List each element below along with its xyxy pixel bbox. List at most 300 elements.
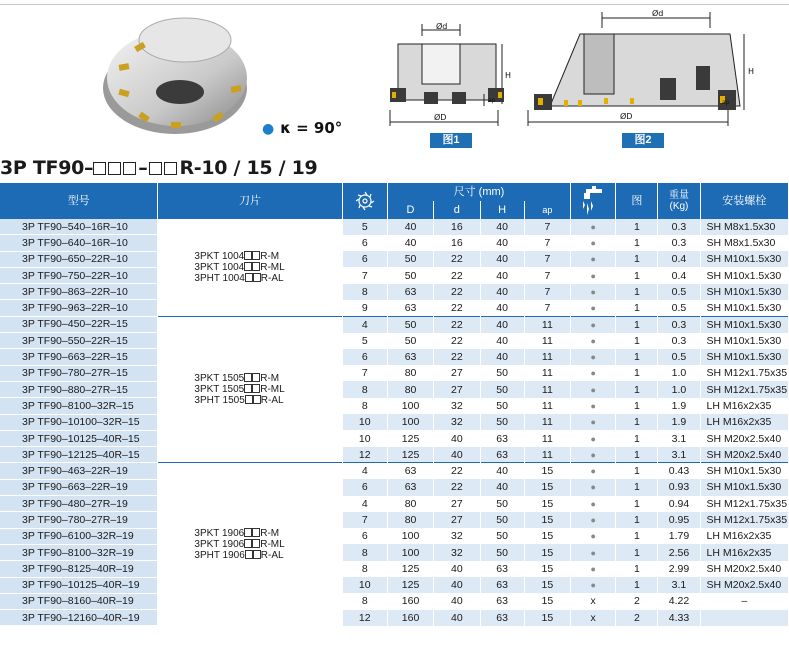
cell-screw: SH M20x2.5x40 — [700, 577, 789, 593]
model-cell: 3P TF90–450–22R–15 — [0, 316, 158, 332]
cell-d: 40 — [434, 593, 480, 609]
cell-z: 5 — [342, 219, 387, 235]
cell-cool: ● — [571, 349, 616, 365]
insert-grade: 3PKT 1906 R-M — [194, 528, 280, 540]
cell-H: 50 — [480, 496, 524, 512]
cell-D: 125 — [387, 430, 433, 446]
insert-cell — [158, 219, 342, 316]
cell-d: 27 — [434, 365, 480, 381]
cell-d: 22 — [434, 349, 480, 365]
cell-screw: SH M8x1.5x30 — [700, 219, 789, 235]
insert-grade: 3PKT 1505 R-ML — [194, 384, 285, 396]
cell-H: 40 — [480, 479, 524, 495]
dim-od: Ød — [436, 22, 448, 31]
cell-D: 63 — [387, 284, 433, 300]
cell-kg: 1.79 — [658, 528, 700, 544]
cell-fig: 1 — [616, 333, 658, 349]
cell-cool: ● — [571, 447, 616, 463]
model-cell: 3P TF90–463–22R–19 — [0, 463, 158, 479]
col-figure: 图 — [616, 183, 658, 219]
cell-fig: 1 — [616, 316, 658, 332]
cell-ap: 15 — [524, 577, 570, 593]
cell-kg: 0.3 — [658, 316, 700, 332]
cell-D: 100 — [387, 544, 433, 560]
cell-ap: 7 — [524, 251, 570, 267]
cell-cool: ● — [571, 398, 616, 414]
col-model: 型号 — [0, 183, 158, 219]
cell-z: 7 — [342, 267, 387, 283]
cell-d: 40 — [434, 430, 480, 446]
cell-ap: 11 — [524, 414, 570, 430]
table-row — [0, 333, 789, 349]
cell-z: 12 — [342, 610, 387, 626]
table-row — [0, 267, 789, 283]
cell-ap: 11 — [524, 381, 570, 397]
cell-screw: SH M10x1.5x30 — [700, 349, 789, 365]
cell-screw: SH M12x1.75x35 — [700, 365, 789, 381]
dim-oD: ØD — [434, 113, 447, 122]
model-cell: 3P TF90–540–16R–10 — [0, 219, 158, 235]
page-title: 3P TF90– – R-10 / 15 / 19 — [0, 157, 318, 179]
cell-cool: ● — [571, 512, 616, 528]
dim-ap: ap — [488, 97, 496, 104]
cell-fig: 1 — [616, 463, 658, 479]
cell-d: 22 — [434, 284, 480, 300]
table-row — [0, 284, 789, 300]
cell-z: 6 — [342, 349, 387, 365]
cell-ap: 11 — [524, 398, 570, 414]
model-cell: 3P TF90–480–27R–19 — [0, 496, 158, 512]
cell-H: 40 — [480, 219, 524, 235]
cell-H: 50 — [480, 398, 524, 414]
table-body — [0, 219, 789, 626]
model-cell: 3P TF90–780–27R–15 — [0, 365, 158, 381]
cell-z: 10 — [342, 430, 387, 446]
cell-screw: SH M12x1.75x35 — [700, 381, 789, 397]
cell-D: 50 — [387, 316, 433, 332]
cell-d: 40 — [434, 561, 480, 577]
cell-d: 22 — [434, 267, 480, 283]
cell-H: 50 — [480, 365, 524, 381]
cell-fig: 1 — [616, 365, 658, 381]
cell-H: 50 — [480, 414, 524, 430]
cell-cool: ● — [571, 235, 616, 251]
cell-z: 5 — [342, 333, 387, 349]
cell-d: 22 — [434, 333, 480, 349]
cell-H: 40 — [480, 349, 524, 365]
cell-H: 40 — [480, 235, 524, 251]
dim-h: H — [505, 71, 512, 80]
cell-H: 40 — [480, 284, 524, 300]
model-cell: 3P TF90–10125–40R–15 — [0, 430, 158, 446]
col-ap: ap — [524, 201, 570, 219]
cell-ap: 15 — [524, 610, 570, 626]
cell-kg: 3.1 — [658, 430, 700, 446]
cell-H: 50 — [480, 544, 524, 560]
model-cell: 3P TF90–8100–32R–19 — [0, 544, 158, 560]
cell-screw: – — [700, 593, 789, 609]
cell-H: 40 — [480, 267, 524, 283]
cell-d: 40 — [434, 610, 480, 626]
cell-kg: 0.5 — [658, 300, 700, 316]
cell-fig: 1 — [616, 219, 658, 235]
cell-fig: 1 — [616, 414, 658, 430]
model-cell: 3P TF90–963–22R–10 — [0, 300, 158, 316]
insert-grade: 3PKT 1505 R-M — [194, 373, 280, 385]
cell-d: 22 — [434, 479, 480, 495]
cell-H: 63 — [480, 447, 524, 463]
cell-fig: 1 — [616, 544, 658, 560]
cell-d: 32 — [434, 528, 480, 544]
model-cell: 3P TF90–750–22R–10 — [0, 267, 158, 283]
cell-D: 125 — [387, 577, 433, 593]
cell-D: 80 — [387, 365, 433, 381]
cell-ap: 7 — [524, 284, 570, 300]
top-rule — [0, 4, 789, 5]
cell-fig: 1 — [616, 577, 658, 593]
cell-cool: x — [571, 610, 616, 626]
cell-z: 4 — [342, 316, 387, 332]
table-row — [0, 463, 789, 479]
cell-ap: 11 — [524, 447, 570, 463]
table-row — [0, 235, 789, 251]
cell-screw: SH M12x1.75x35 — [700, 496, 789, 512]
cell-z: 6 — [342, 235, 387, 251]
cell-fig: 1 — [616, 496, 658, 512]
model-cell: 3P TF90–8160–40R–19 — [0, 593, 158, 609]
cell-fig: 1 — [616, 267, 658, 283]
dim-h-2: H — [748, 67, 755, 76]
model-cell: 3P TF90–6100–32R–19 — [0, 528, 158, 544]
table-row — [0, 398, 789, 414]
cell-cool: ● — [571, 544, 616, 560]
cell-ap: 11 — [524, 365, 570, 381]
cell-screw: SH M10x1.5x30 — [700, 300, 789, 316]
cell-ap: 15 — [524, 496, 570, 512]
table-row — [0, 610, 789, 626]
cell-fig: 1 — [616, 251, 658, 267]
cell-H: 63 — [480, 610, 524, 626]
cell-d: 40 — [434, 577, 480, 593]
cell-fig: 1 — [616, 528, 658, 544]
cell-cool: ● — [571, 528, 616, 544]
cell-cool: x — [571, 593, 616, 609]
col-size-group: 尺寸 (mm) — [387, 183, 570, 201]
cell-D: 80 — [387, 512, 433, 528]
table-row — [0, 251, 789, 267]
cell-d: 32 — [434, 398, 480, 414]
cell-D: 63 — [387, 349, 433, 365]
model-cell: 3P TF90–550–22R–15 — [0, 333, 158, 349]
model-cell: 3P TF90–10100–32R–15 — [0, 414, 158, 430]
cell-screw — [700, 610, 789, 626]
cell-H: 63 — [480, 577, 524, 593]
cell-ap: 11 — [524, 430, 570, 446]
cell-cool: ● — [571, 333, 616, 349]
cell-screw: SH M10x1.5x30 — [700, 479, 789, 495]
cell-H: 50 — [480, 512, 524, 528]
cell-ap: 7 — [524, 267, 570, 283]
cell-ap: 7 — [524, 219, 570, 235]
cell-kg: 1.0 — [658, 381, 700, 397]
cell-kg: 0.3 — [658, 333, 700, 349]
table-row — [0, 479, 789, 495]
cell-d: 40 — [434, 447, 480, 463]
table-header — [0, 183, 789, 219]
cell-fig: 1 — [616, 512, 658, 528]
model-cell: 3P TF90–640–16R–10 — [0, 235, 158, 251]
cell-z: 8 — [342, 284, 387, 300]
cell-cool: ● — [571, 463, 616, 479]
table-row — [0, 544, 789, 560]
kappa-label: ● κ = 90° — [262, 119, 343, 137]
cell-screw: SH M8x1.5x30 — [700, 235, 789, 251]
cell-kg: 0.4 — [658, 267, 700, 283]
cell-kg: 3.1 — [658, 577, 700, 593]
cell-ap: 15 — [524, 544, 570, 560]
figure-1-drawing — [380, 22, 515, 130]
cell-cool: ● — [571, 219, 616, 235]
cell-screw: SH M10x1.5x30 — [700, 316, 789, 332]
cell-kg: 4.22 — [658, 593, 700, 609]
dim-ap-2: ap — [722, 99, 730, 106]
cell-fig: 1 — [616, 430, 658, 446]
cell-fig: 1 — [616, 561, 658, 577]
cell-ap: 15 — [524, 561, 570, 577]
insert-grade: 3PHT 1906 R-AL — [194, 550, 284, 562]
cell-D: 125 — [387, 561, 433, 577]
cell-z: 10 — [342, 414, 387, 430]
cell-fig: 2 — [616, 610, 658, 626]
cell-cool: ● — [571, 479, 616, 495]
cell-cool: ● — [571, 414, 616, 430]
cell-D: 100 — [387, 398, 433, 414]
insert-grade: 3PHT 1505 R-AL — [194, 395, 284, 407]
cell-d: 27 — [434, 496, 480, 512]
cell-d: 16 — [434, 235, 480, 251]
cell-d: 27 — [434, 381, 480, 397]
model-cell: 3P TF90–863–22R–10 — [0, 284, 158, 300]
cell-d: 27 — [434, 512, 480, 528]
col-D: D — [387, 201, 433, 219]
cell-D: 125 — [387, 447, 433, 463]
table-row — [0, 593, 789, 609]
cell-fig: 1 — [616, 300, 658, 316]
table-row — [0, 300, 789, 316]
cell-D: 50 — [387, 251, 433, 267]
cell-screw: SH M10x1.5x30 — [700, 284, 789, 300]
insert-grade: 3PKT 1004 R-M — [194, 250, 280, 262]
cell-screw: LH M16x2x35 — [700, 528, 789, 544]
table-row — [0, 577, 789, 593]
cell-kg: 2.99 — [658, 561, 700, 577]
col-screw: 安装螺栓 — [700, 183, 789, 219]
cell-fig: 1 — [616, 381, 658, 397]
insert-cell — [158, 463, 342, 626]
cell-z: 6 — [342, 479, 387, 495]
cell-ap: 11 — [524, 316, 570, 332]
cell-D: 63 — [387, 463, 433, 479]
insert-cell — [158, 316, 342, 463]
cell-D: 40 — [387, 219, 433, 235]
table-row — [0, 219, 789, 235]
table-row — [0, 430, 789, 446]
cell-cool: ● — [571, 251, 616, 267]
cell-screw: SH M10x1.5x30 — [700, 251, 789, 267]
figure-2-drawing — [520, 6, 770, 130]
cell-z: 4 — [342, 463, 387, 479]
model-cell: 3P TF90–12160–40R–19 — [0, 610, 158, 626]
cell-D: 80 — [387, 496, 433, 512]
cell-H: 40 — [480, 333, 524, 349]
cell-z: 10 — [342, 577, 387, 593]
hero-illustrations — [0, 6, 789, 156]
table-row — [0, 316, 789, 332]
cell-H: 50 — [480, 381, 524, 397]
cell-z: 12 — [342, 447, 387, 463]
cell-D: 50 — [387, 267, 433, 283]
cell-D: 50 — [387, 333, 433, 349]
cell-ap: 7 — [524, 300, 570, 316]
cell-cool: ● — [571, 300, 616, 316]
cutter-photo — [95, 10, 260, 140]
cell-screw: LH M16x2x35 — [700, 544, 789, 560]
cell-d: 32 — [434, 414, 480, 430]
cell-z: 7 — [342, 365, 387, 381]
cell-d: 16 — [434, 219, 480, 235]
cell-z: 6 — [342, 528, 387, 544]
table-row — [0, 528, 789, 544]
cell-kg: 0.95 — [658, 512, 700, 528]
teeth-count-icon — [354, 190, 376, 212]
cell-screw: LH M16x2x35 — [700, 398, 789, 414]
cell-D: 160 — [387, 593, 433, 609]
cell-kg: 0.94 — [658, 496, 700, 512]
dim-od-2: Ød — [652, 9, 664, 18]
cell-z: 6 — [342, 251, 387, 267]
cell-cool: ● — [571, 284, 616, 300]
insert-grade: 3PKT 1906 R-ML — [194, 539, 285, 551]
model-cell: 3P TF90–780–27R–19 — [0, 512, 158, 528]
cell-kg: 1.9 — [658, 398, 700, 414]
cell-cool: ● — [571, 316, 616, 332]
cell-screw: SH M10x1.5x30 — [700, 463, 789, 479]
coolant-tap-icon — [578, 185, 608, 217]
table-row — [0, 561, 789, 577]
cell-screw: LH M16x2x35 — [700, 414, 789, 430]
model-cell: 3P TF90–10125–40R–19 — [0, 577, 158, 593]
table-row — [0, 512, 789, 528]
cell-screw: SH M20x2.5x40 — [700, 430, 789, 446]
cell-H: 40 — [480, 300, 524, 316]
col-d: d — [434, 201, 480, 219]
figure-2-label: 图2 — [622, 133, 664, 148]
cell-cool: ● — [571, 561, 616, 577]
cell-ap: 11 — [524, 349, 570, 365]
cell-cool: ● — [571, 577, 616, 593]
cell-fig: 1 — [616, 479, 658, 495]
col-coolant — [571, 183, 616, 219]
cell-screw: SH M12x1.75x35 — [700, 512, 789, 528]
cell-fig: 2 — [616, 593, 658, 609]
cell-ap: 15 — [524, 528, 570, 544]
cell-kg: 2.56 — [658, 544, 700, 560]
insert-grade: 3PHT 1004 R-AL — [194, 272, 284, 284]
cell-cool: ● — [571, 365, 616, 381]
insert-grade: 3PKT 1004 R-ML — [194, 261, 285, 273]
cell-D: 40 — [387, 235, 433, 251]
model-cell: 3P TF90–650–22R–10 — [0, 251, 158, 267]
cell-H: 40 — [480, 463, 524, 479]
cell-kg: 0.4 — [658, 251, 700, 267]
table-row — [0, 381, 789, 397]
cell-z: 9 — [342, 300, 387, 316]
cell-screw: SH M10x1.5x30 — [700, 267, 789, 283]
cell-d: 22 — [434, 316, 480, 332]
cell-d: 22 — [434, 463, 480, 479]
cell-z: 8 — [342, 593, 387, 609]
cell-d: 32 — [434, 544, 480, 560]
cell-kg: 0.3 — [658, 235, 700, 251]
cell-kg: 1.9 — [658, 414, 700, 430]
cell-cool: ● — [571, 496, 616, 512]
cell-fig: 1 — [616, 398, 658, 414]
cell-kg: 1.0 — [658, 365, 700, 381]
dim-oD-2: ØD — [620, 112, 633, 121]
model-cell: 3P TF90–663–22R–19 — [0, 479, 158, 495]
cell-H: 50 — [480, 528, 524, 544]
cell-d: 22 — [434, 300, 480, 316]
model-cell: 3P TF90–8125–40R–19 — [0, 561, 158, 577]
cell-screw: SH M20x2.5x40 — [700, 561, 789, 577]
cell-ap: 15 — [524, 512, 570, 528]
cell-z: 7 — [342, 512, 387, 528]
cell-cool: ● — [571, 381, 616, 397]
cell-ap: 15 — [524, 479, 570, 495]
cell-kg: 0.5 — [658, 349, 700, 365]
cell-fig: 1 — [616, 349, 658, 365]
cell-H: 63 — [480, 593, 524, 609]
table-row — [0, 414, 789, 430]
cell-D: 100 — [387, 414, 433, 430]
cell-kg: 0.43 — [658, 463, 700, 479]
cell-ap: 15 — [524, 593, 570, 609]
cell-kg: 0.93 — [658, 479, 700, 495]
cell-D: 100 — [387, 528, 433, 544]
cell-H: 63 — [480, 561, 524, 577]
table-row — [0, 365, 789, 381]
model-cell: 3P TF90–8100–32R–15 — [0, 398, 158, 414]
model-cell: 3P TF90–880–27R–15 — [0, 381, 158, 397]
cell-z: 8 — [342, 561, 387, 577]
cell-z: 8 — [342, 381, 387, 397]
cell-kg: 4.33 — [658, 610, 700, 626]
cell-H: 63 — [480, 430, 524, 446]
col-teeth — [342, 183, 387, 219]
cell-D: 63 — [387, 479, 433, 495]
cell-H: 40 — [480, 316, 524, 332]
cell-D: 160 — [387, 610, 433, 626]
cell-ap: 15 — [524, 463, 570, 479]
cell-D: 63 — [387, 300, 433, 316]
cell-z: 4 — [342, 496, 387, 512]
model-cell: 3P TF90–12125–40R–15 — [0, 447, 158, 463]
model-cell: 3P TF90–663–22R–15 — [0, 349, 158, 365]
table-row — [0, 496, 789, 512]
cell-D: 80 — [387, 381, 433, 397]
col-H: H — [480, 201, 524, 219]
cell-cool: ● — [571, 267, 616, 283]
